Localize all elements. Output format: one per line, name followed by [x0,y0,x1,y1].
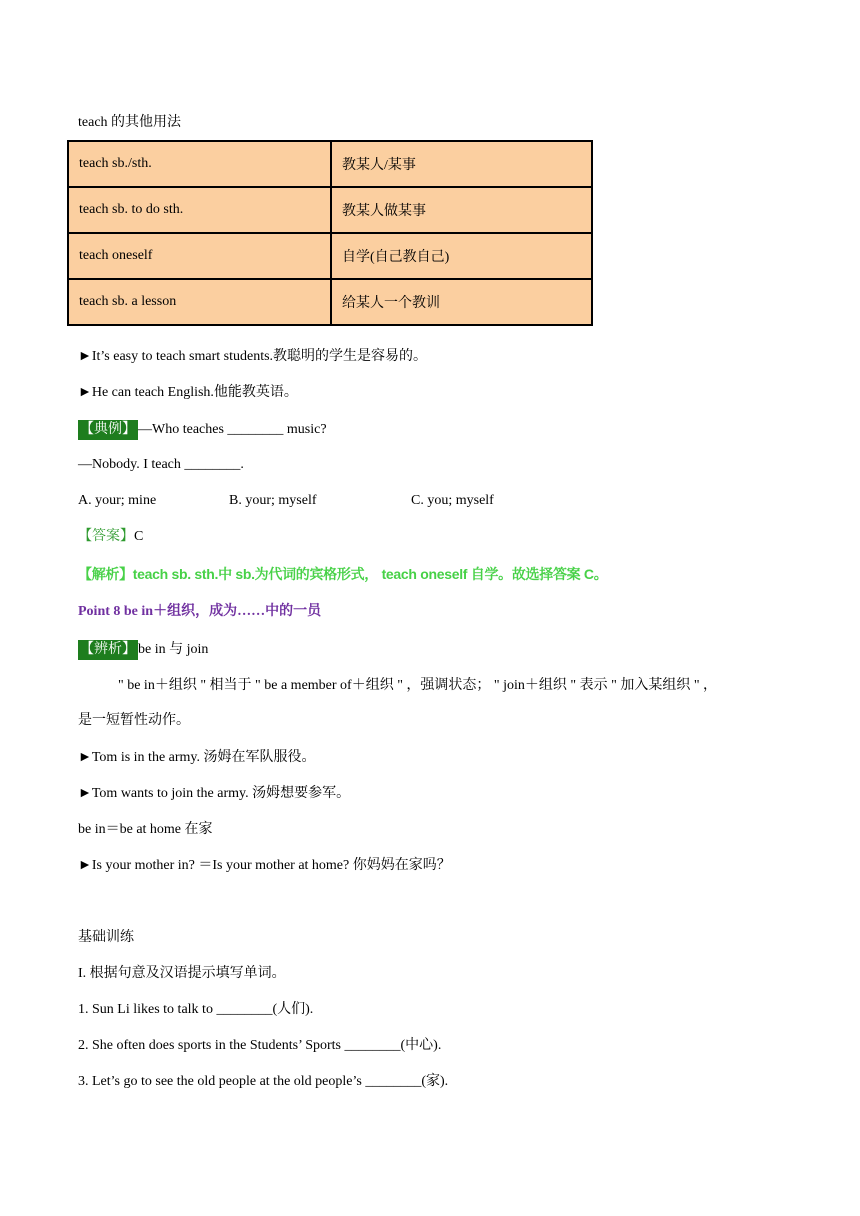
table-row [68,187,592,233]
training-instruction: I. 根据句意及汉语提示填写单词。 [78,966,286,981]
example-sentence: ►Is your mother in? ＝Is your mother at home? 你妈妈在家吗？ [78,858,451,873]
answer-tag: 【答案】 [78,529,134,544]
table-cell-en: teach sb. a lesson [68,279,331,325]
answer-line [78,528,143,546]
typical-question [78,420,327,440]
point-heading: Point 8 be in＋组织，成为……中的一员 [78,604,322,619]
exercise-item: 1. Sun Li likes to talk to ________(人们). [78,1002,314,1017]
answer-value: C [134,529,144,544]
example-sentence: ►He can teach English.他能教英语。 [78,385,298,400]
phrase-line: be in＝be at home 在家 [78,822,213,837]
table-cell-cn: 教某人做某事 [331,187,592,233]
table-row [68,233,592,279]
table-cell-en: teach sb./sth. [68,141,331,187]
distinguish-title: be in 与 join [138,642,209,657]
option-b: B. your; myself [229,493,317,508]
paragraph-line: " be in＋组织 " 相当于 " be a member of＋组织 " ，强调状态； " join＋组织 " 表示 " 加入某组织 " ， [118,678,718,693]
table-cell-cn: 给某人一个教训 [331,279,592,325]
example-sentence: ►Tom wants to join the army. 汤姆想要参军。 [78,786,351,801]
table-row [68,279,592,325]
table-cell-cn: 教某人/某事 [331,141,592,187]
typical-example-tag: 【典例】 [78,420,138,440]
analysis-line: 【解析】teach sb. sth.中 sb.为代词的宾格形式， teach oneself 自学。故选择答案 C。 [78,566,608,582]
option-a: A. your; mine [78,493,157,508]
table-cell-cn: 自学(自己教自己) [331,233,592,279]
options-row [78,492,494,510]
typical-reply: —Nobody. I teach ________. [78,457,244,472]
table-row [68,141,592,187]
table-cell-en: teach sb. to do sth. [68,187,331,233]
section-title: teach 的其他用法 [78,115,182,130]
option-c: C. you; myself [411,493,494,508]
question-text: —Who teaches ________ music? [138,422,327,437]
exercise-item: 3. Let’s go to see the old people at the old people’s ________(家). [78,1074,449,1089]
distinguish-tag: 【辨析】 [78,640,138,660]
table-cell-en: teach oneself [68,233,331,279]
distinguish-line [78,640,208,660]
example-sentence: ►It’s easy to teach smart students.教聪明的学生是容易的。 [78,349,428,364]
example-sentence: ►Tom is in the army. 汤姆在军队服役。 [78,750,316,765]
exercise-item: 2. She often does sports in the Students’ Sports ________(中心). [78,1038,442,1053]
training-title: 基础训练 [78,930,134,945]
usage-table [67,140,593,326]
paragraph-line: 是一短暂性动作。 [78,713,190,728]
